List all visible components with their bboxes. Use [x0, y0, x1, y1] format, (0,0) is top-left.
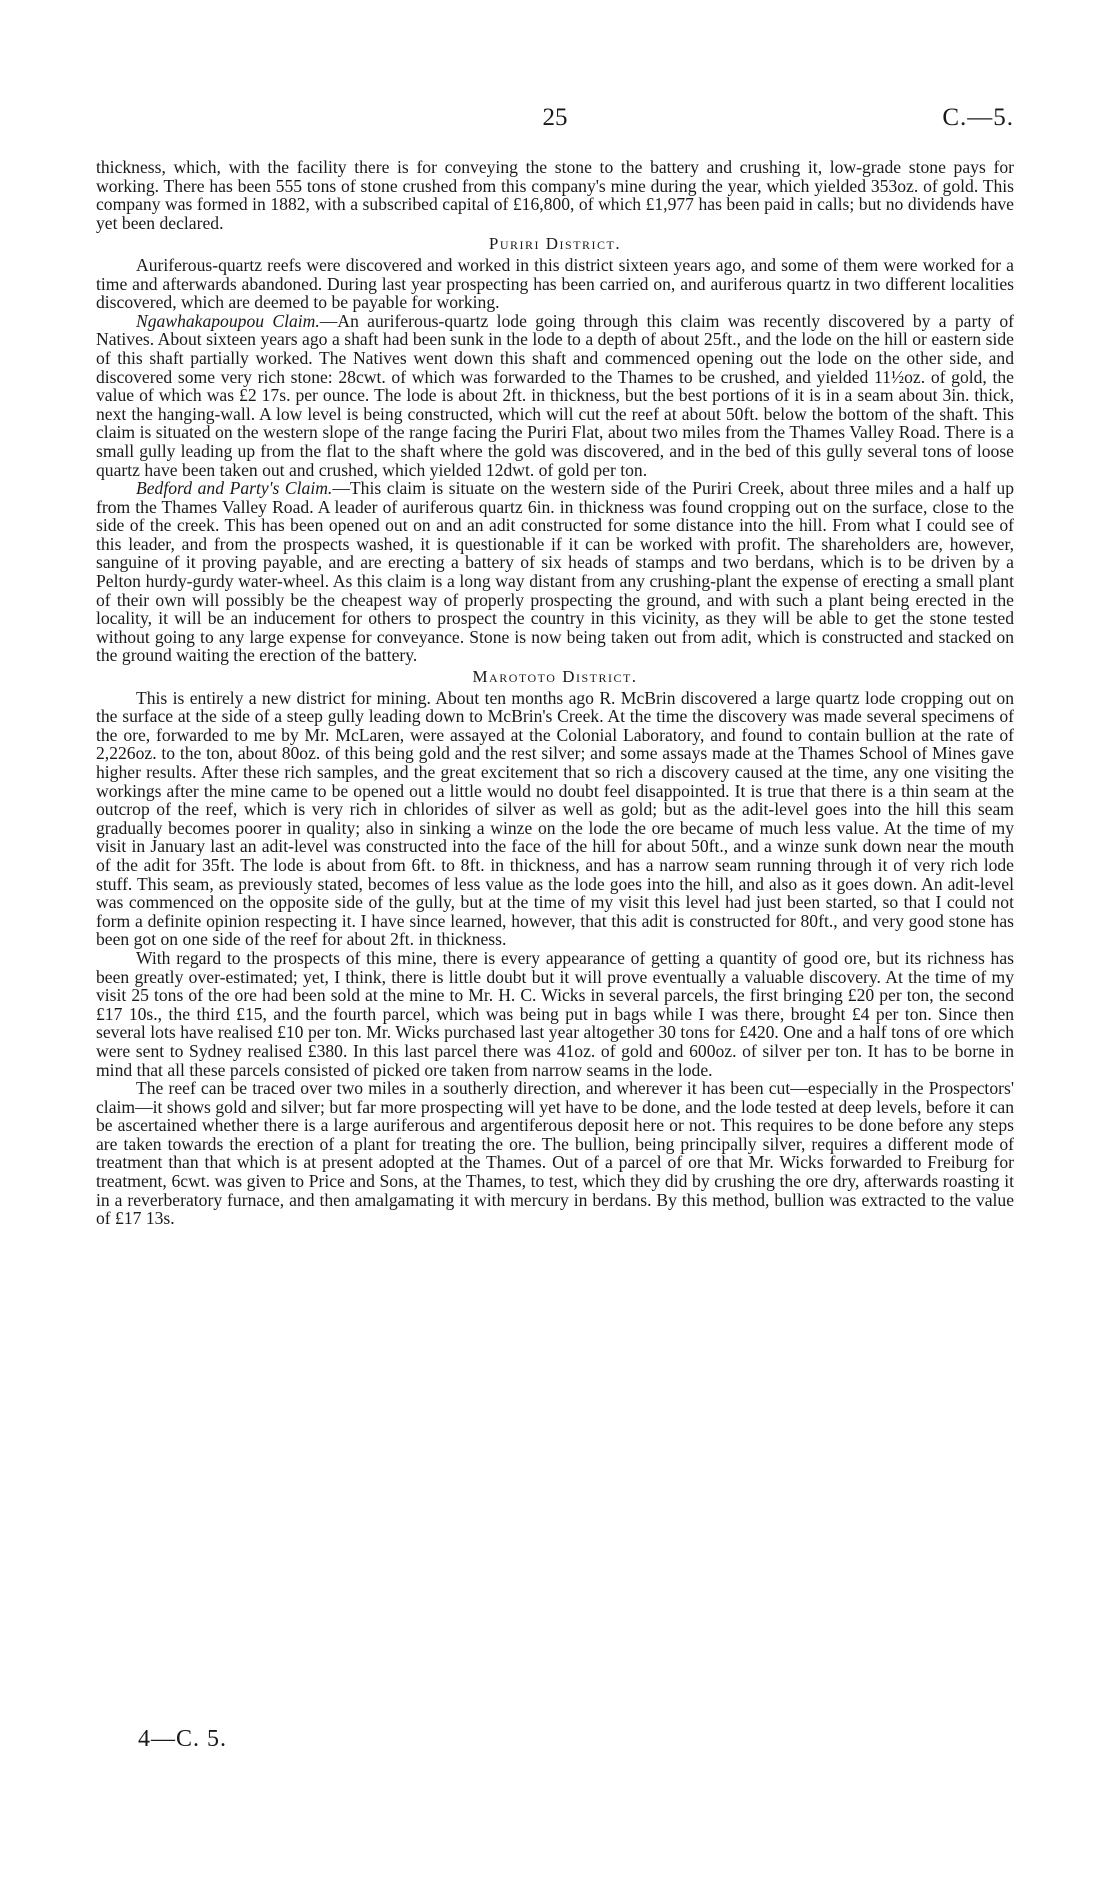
paragraph-reef: The reef can be traced over two miles in a southerly direction, and wherever it has been cut—especially in the Prospectors' claim—it shows gold and silver; but far more prospecting will yet have to be done, and the lode tested at deep levels, before it can be ascertained whether there is a large auriferous and argentiferous deposit here or not. This requires to be done before any steps are taken towards the erection of a plant for treating the ore. The bullion, being principally silver, requires a different mode of treatment than that which is at present adopted at the Thames. Out of a parcel of ore that Mr. Wicks forwarded to Freiburg for treatment, 6cwt. was given to Price and Sons, at the Thames, to test, which they did by crushing the ore dry, afterwards roasting it in a reverberatory furnace, and then amalgamating it with mercury in berdans. By this method, bullion was extracted to the value of £17 13s.	[96, 1078, 1014, 1229]
document-reference: C.—5.	[942, 104, 1014, 131]
paragraph-continuation: thickness, which, with the facility there is for conveying the stone to the battery and crushing it, low-grade stone pays for working. There has been 555 tons of stone crushed from this company's mine during the year, which yielded 353oz. of gold. This company was formed in 1882, with a subscribed capital of £16,800, of which £1,977 has been paid in calls; but no dividends have yet been declared.	[96, 157, 1014, 233]
claim-title: Bedford and Party's Claim.	[136, 478, 333, 499]
paragraph-prospects: With regard to the prospects of this mine, there is every appearance of getting a quantity of good ore, but its richness has been greatly over-estimated; yet, I think, there is little doubt but it will prove eventually a valuable discovery. At the time of my visit 25 tons of the ore had been sold at the mine to Mr. H. C. Wicks in several parcels, the first bringing £20 per ton, the second £17 10s., the third £15, and the fourth parcel, which was being put in bags while I was there, brought £4 per ton. Since then several lots have realised £10 per ton. Mr. Wicks purchased last year altogether 30 tons for £420. One and a half tons of ore which were sent to Sydney realised £380. In this last parcel there was 41oz. of gold and 600oz. of silver per ton. It has to be borne in mind that all these parcels consisted of picked ore taken from narrow seams in the lode.	[96, 947, 1014, 1080]
paragraph-marototo-intro: This is entirely a new district for mining. About ten months ago R. McBrin discovered a large quartz lode cropping out on the surface at the side of a steep gully leading down to McBrin's Creek. At the time the discovery was made several specimens of the ore, forwarded to me by Mr. McLaren, were assayed at the Colonial Laboratory, and found to contain bullion at the rate of 2,226oz. to the ton, about 80oz. of this being gold and the rest silver; and some assays made at the Thames School of Mines gave higher results. After these rich samples, and the great excitement that so rich a discovery caused at the time, any one visiting the workings after the mine came to be opened out a little would no doubt feel disappointed. It is true that there is a thin seam at the outcrop of the reef, which is very rich in chlorides of silver as well as gold; but as the adit-level goes into the hill this seam gradually becomes poorer in quality; also in sinking a winze on the lode the ore became of much less value. At the time of my visit in January last an adit-level was constructed into the face of the hill for about 50ft., and a winze sunk down near the mouth of the adit for 35ft. The lode is about from 6ft. to 8ft. in thickness, and has a narrow seam running through it of very rich lode stuff. This seam, as previously stated, becomes of less value as the lode goes into the hill, and also as it goes down. An adit-level was commenced on the opposite side of the gully, but at the time of my visit this level had just been started, so that I could not form a definite opinion respecting it. I have since learned, however, that this adit is constructed for 80ft., and very good stone has been got on one side of the reef for about 2ft. in thickness.	[96, 687, 1014, 950]
paragraph-ngawhakapoupou	[96, 312, 1014, 479]
page-number: 25	[542, 104, 568, 131]
signature-mark: 4—C. 5.	[138, 1726, 228, 1752]
section-heading-puriri: Puriri District.	[488, 234, 622, 254]
paragraph-bedford	[96, 479, 1014, 665]
paragraph-text: —An auriferous-quartz lode going through this claim was recently discovered by a party of Natives. About sixteen years ago a shaft had been sunk in the lode to a depth of about 25ft., and the lode on the hill or eastern side of this shaft partially worked. The Natives went down this shaft and commenced opening out the lode on the other side, and discovered some very rich stone: 28cwt. of which was forwarded to the Thames to be crushed, and yielded 11½oz. of gold, the value of which was £2 17s. per ounce. The lode is about 2ft. in thickness, but the best portions of it is in a seam about 3in. thick, next the hanging-wall. A low level is being constructed, which will cut the reef at about 50ft. below the bottom of the shaft. This claim is situated on the western slope of the range facing the Puriri Flat, about two miles from the Thames Valley Road. There is a small gully leading up from the flat to the shaft where the gold was discovered, and in the bed of this gully several tons of loose quartz have been taken out and crushed, which yielded 12dwt. of gold per ton.	[96, 310, 1014, 480]
document-body	[96, 158, 1014, 1228]
section-heading-marototo: Marototo District.	[472, 667, 638, 687]
page-header	[96, 104, 1014, 140]
claim-title: Ngawhakapoupou Claim.	[136, 310, 320, 331]
paragraph-text: —This claim is situate on the western side of the Puriri Creek, about three miles and a half up from the Thames Valley Road. A leader of auriferous quartz 6in. in thickness was found cropping out on the surface, close to the side of the creek. This has been opened out on and an adit constructed for some distance into the hill. From what I could see of this leader, and from the prospects washed, it is questionable if it can be worked with profit. The shareholders are, however, sanguine of it proving payable, and are erecting a battery of six heads of stamps and two berdans, which is to be driven by a Pelton hurdy-gurdy water-wheel. As this claim is a long way distant from any crushing-plant the expense of erecting a small plant of their own will possibly be the cheapest way of properly prospecting the ground, and with such a plant being erected in the locality, it will be an inducement for others to prospect the country in this vicinity, as they will be able to get the stone tested without going to any large expense for conveyance. Stone is now being taken out from adit, which is constructed and stacked on the ground waiting the erection of the battery.	[96, 478, 1014, 666]
paragraph-puriri-intro: Auriferous-quartz reefs were discovered and worked in this district sixteen years ago, and some of them were worked for a time and afterwards abandoned. During last year prospecting has been carried on, and auriferous quartz in two different localities discovered, which are deemed to be payable for working.	[96, 254, 1014, 313]
